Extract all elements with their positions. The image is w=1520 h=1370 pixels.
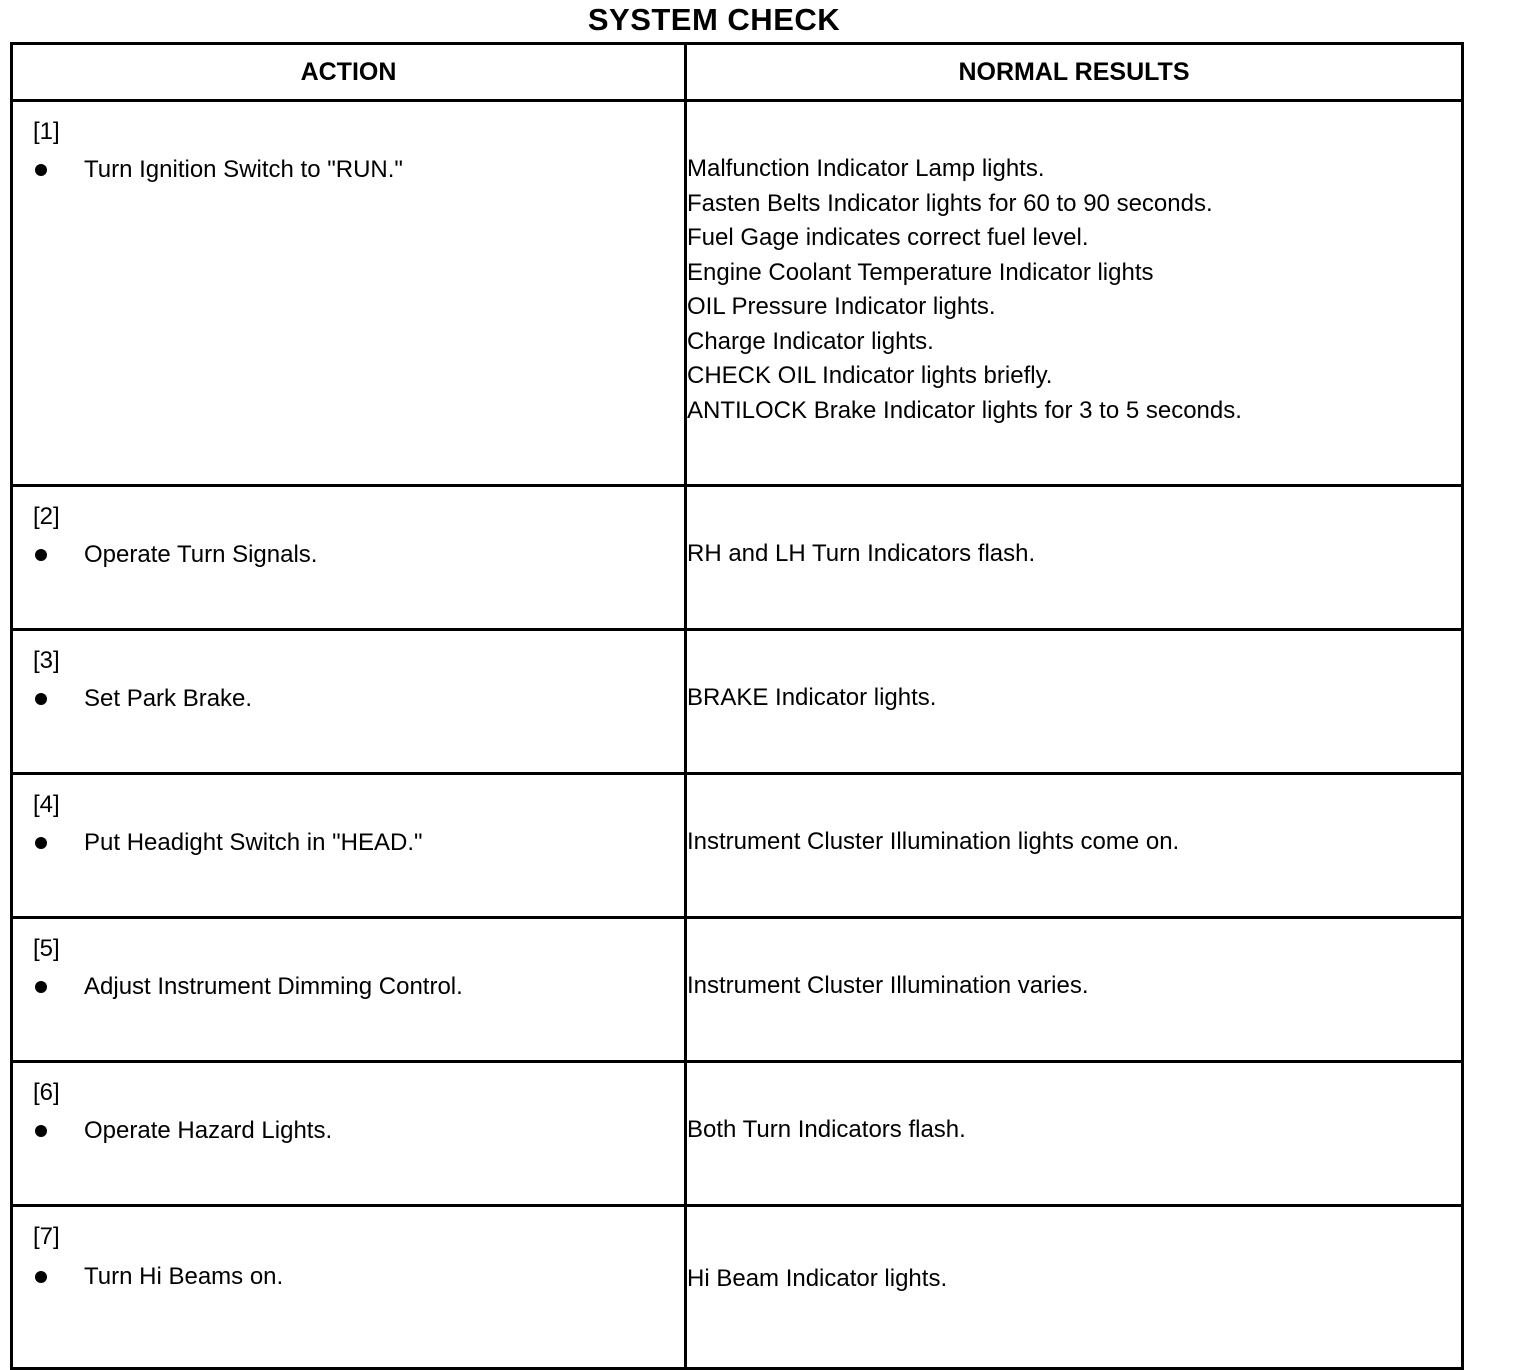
table-row: [12, 774, 1463, 918]
result-text: BRAKE Indicator lights.: [687, 684, 937, 711]
action-text: Operate Turn Signals.: [84, 541, 318, 568]
result-text: Instrument Cluster Illumination varies.: [687, 972, 1089, 999]
action-text: Operate Hazard Lights.: [84, 1117, 333, 1144]
step-number: [2]: [33, 503, 60, 530]
action-column-header: ACTION: [12, 44, 686, 101]
action-cell: [12, 101, 686, 486]
result-text: Both Turn Indicators flash.: [687, 1116, 966, 1143]
action-text: Turn Hi Beams on.: [84, 1263, 284, 1290]
result-text: RH and LH Turn Indicators flash.: [687, 540, 1036, 567]
action-text: Turn Ignition Switch to "RUN.": [84, 156, 403, 183]
result-text: Charge Indicator lights.: [687, 327, 934, 355]
page-title: SYSTEM CHECK: [587, 2, 841, 37]
action-text: Set Park Brake.: [84, 685, 253, 712]
bullet-icon: [35, 981, 47, 993]
result-cell: [686, 1206, 1463, 1369]
action-text: Put Headight Switch in "HEAD.": [84, 829, 423, 856]
table-row: [12, 630, 1463, 774]
table-row: [12, 486, 1463, 630]
table-header-row: [12, 44, 1463, 101]
action-cell: [12, 630, 686, 774]
table-row: [12, 1206, 1463, 1369]
result-cell: [686, 486, 1463, 630]
table-row: [12, 101, 1463, 486]
bullet-icon: [35, 549, 47, 561]
result-text: Fasten Belts Indicator lights for 60 to 90 seconds.: [687, 189, 1213, 217]
action-cell: [12, 774, 686, 918]
step-number: [7]: [33, 1223, 60, 1250]
system-check-table: [10, 42, 1464, 1370]
action-cell: [12, 486, 686, 630]
bullet-icon: [35, 1125, 47, 1137]
table-row: [12, 1062, 1463, 1206]
step-number: [3]: [33, 647, 60, 674]
normal-results-column-header: NORMAL RESULTS: [686, 44, 1463, 101]
bullet-icon: [35, 693, 47, 705]
step-number: [5]: [33, 935, 60, 962]
action-text: Adjust Instrument Dimming Control.: [84, 973, 463, 1000]
result-text: Malfunction Indicator Lamp lights.: [687, 155, 1045, 182]
result-text: Instrument Cluster Illumination lights come on.: [687, 828, 1180, 855]
result-text: OIL Pressure Indicator lights.: [687, 293, 996, 320]
action-cell: [12, 1206, 686, 1369]
step-number: [6]: [33, 1079, 60, 1106]
action-cell: [12, 1062, 686, 1206]
bullet-icon: [35, 1271, 47, 1283]
result-text: CHECK OIL Indicator lights briefly.: [687, 362, 1053, 389]
action-cell: [12, 918, 686, 1062]
result-cell: [686, 101, 1463, 486]
bullet-icon: [35, 164, 47, 176]
result-cell: [686, 774, 1463, 918]
result-cell: [686, 918, 1463, 1062]
result-text: Fuel Gage indicates correct fuel level.: [687, 224, 1089, 251]
step-number: [1]: [33, 118, 60, 145]
result-text: ANTILOCK Brake Indicator lights for 3 to 5 seconds.: [687, 396, 1242, 424]
table-row: [12, 918, 1463, 1062]
result-text: Engine Coolant Temperature Indicator lights: [687, 258, 1154, 286]
step-number: [4]: [33, 791, 60, 818]
result-cell: [686, 1062, 1463, 1206]
result-text: Hi Beam Indicator lights.: [687, 1265, 948, 1292]
result-cell: [686, 630, 1463, 774]
bullet-icon: [35, 837, 47, 849]
